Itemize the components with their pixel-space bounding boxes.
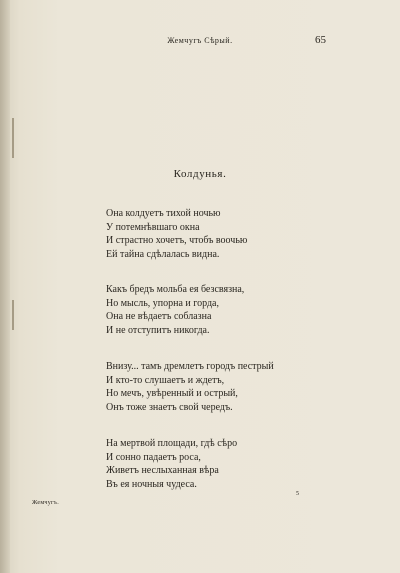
- poem-line: Онъ тоже знаетъ свой чередъ.: [106, 401, 233, 413]
- running-head: Жемчугъ Сѣрый.: [167, 36, 233, 45]
- poem-line: И сонно падаетъ роса,: [106, 451, 201, 463]
- poem-line: Въ ея ночныя чудеса.: [106, 478, 197, 490]
- poem-title: Колдунья.: [173, 168, 227, 180]
- binding-stitch: [12, 118, 14, 158]
- poem-line: Но мечъ, увѣренный и острый,: [106, 388, 238, 400]
- binding-stitch: [12, 300, 14, 330]
- poem-line: И страстно хочетъ, чтобъ воочью: [106, 235, 248, 247]
- stanza-4: [106, 437, 326, 491]
- poem-line: Живетъ неслыханная вѣра: [106, 465, 219, 477]
- page-number: 65: [315, 34, 326, 46]
- poem-line: И кто-то слушаетъ и ждетъ,: [106, 374, 225, 386]
- page-gutter: [0, 0, 10, 573]
- poem-line: И не отступитъ никогда.: [106, 324, 210, 336]
- signature-mark: Жемчугъ.: [32, 500, 60, 506]
- stanza-2: [106, 283, 326, 337]
- poem-line: Она не вѣдаетъ соблазна: [106, 311, 212, 323]
- poem-line: Какъ бредъ мольба ея безсвязна,: [106, 284, 245, 295]
- stanza-3: [106, 360, 326, 414]
- poem-line: На мертвой площади, гдѣ сѣро: [106, 438, 238, 449]
- stanza-1: [106, 207, 326, 261]
- poem-line: У потемнѣвшаго окна: [106, 221, 200, 233]
- poem-line: Но мысль, упорна и горда,: [106, 297, 219, 309]
- poem-line: Ей тайна сдѣлалась видна.: [106, 248, 220, 260]
- poem-line: Внизу... тамъ дремлетъ городъ пестрый: [106, 361, 274, 372]
- poem-line: Она колдуетъ тихой ночью: [106, 208, 221, 219]
- sheet-mark: 5: [296, 491, 299, 497]
